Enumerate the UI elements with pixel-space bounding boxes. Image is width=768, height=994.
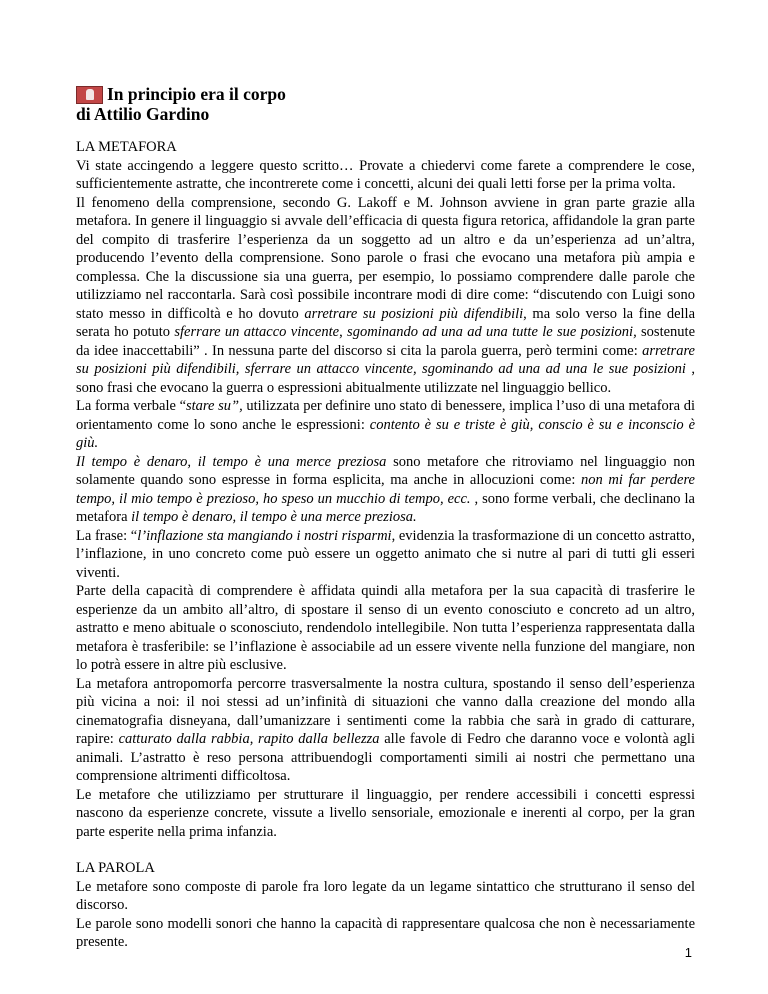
document-page: [76, 84, 695, 952]
page-number: 1: [684, 945, 692, 960]
paragraph: Le metafore che utilizziamo per strutturare il linguaggio, per rendere accessibili i concetti espressi nascono da esperienze concrete, vissute a livello sensoriale, emozionale e inerenti al corpo, per la gran parte esperite nella prima infanzia.: [76, 786, 695, 840]
section-heading-parola: LA PAROLA: [76, 860, 155, 876]
paragraph: La frase: “l’inflazione sta mangiando i nostri risparmi, evidenzia la trasformazione di un concetto astratto, l’inflazione, in uno concreto come può essere un oggetto animato che si nutre al pari di tutti gli esseri viventi.: [76, 527, 695, 581]
paragraph: Parte della capacità di comprendere è affidata quindi alla metafora per la sua capacità di trasferire le esperienze da un ambito all’altro, di spostare il senso di un evento conosciuto e concreto ad un altro, astratto e meno abituale o sconosciuto, rendendolo intellegibile. Non tutta l’esperienza rappresentata dalla metafora è trasferibile: se l’inflazione è associabile ad un essere vivente nella funzione del mangiare, non lo potrà essere in altre più esclusive.: [76, 583, 695, 673]
logo-icon: [76, 86, 103, 104]
section-heading-metafora: LA METAFORA: [76, 139, 177, 155]
paragraph: Il fenomeno della comprensione, secondo G. Lakoff e M. Johnson avviene in gran parte grazie alla metafora. In genere il linguaggio si avvale dell’efficacia di questa figura retorica, affidandole la gran parte del compito di trasferire l’esperienza da un soggetto ad un altro e da un’esperienza ad un’altra, producendo l’evento della comprensione. Sono parole o frasi che evocano una metafora più ampia e complessa. Che la discussione sia una guerra, per esempio, lo possiamo comprendere dalle parole che utilizziamo nel raccontarla. Sarà così possibile incontrare modi di dire come: “discutendo con Luigi sono stato messo in difficoltà e ho dovuto arretrare su posizioni più difendibili, ma solo verso la fine della serata ho potuto sferrare un attacco vincente, sgominando ad una ad una tutte le sue posizioni, sostenute da idee inaccettabili” . In nessuna parte del discorso si cita la parola guerra, però termini come: arretrare su posizioni più difendibili, sferrare un attacco vincente, sgominando ad una ad una le sue posizioni , sono frasi che evocano la guerra o espressioni abitualmente utilizzate nel linguaggio bellico.: [76, 194, 696, 396]
paragraph: Vi state accingendo a leggere questo scritto… Provate a chiedervi come farete a comprendere le cose, sufficientemente astratte, che incontrerete come i concetti, alcuni dei quali letti forse per la prima volta.: [76, 157, 695, 192]
paragraph: Le parole sono modelli sonori che hanno la capacità di rappresentare qualcosa che non è necessariamente presente.: [76, 915, 695, 950]
document-title: In principio era il corpo: [107, 84, 286, 104]
author-line: di Attilio Gardino: [76, 104, 210, 124]
paragraph: La metafora antropomorfa percorre trasversalmente la nostra cultura, spostando il senso dell’esperienza più vicina a noi: il noi stessi ad un’infinità di situazioni che vanno dalla creazione del mondo alla cinematografia disneyana, dall’umanizzare i sentimenti come la rabbia che sarà in grado di catturare, rapire: catturato dalla rabbia, rapito dalla bellezza alle favole di Fedro che daranno voce e volontà agli animali. L’astratto è reso persona attribuendogli comportamenti simili ai nostri che permettano una comprensione altrimenti difficoltosa.: [76, 675, 695, 784]
paragraph: Il tempo è denaro, il tempo è una merce preziosa sono metafore che ritroviamo nel linguaggio non solamente quando sono espresse in forma esplicita, ma anche in allocuzioni come: non mi far perdere tempo, il mio tempo è prezioso, ho speso un mucchio di tempo, ecc. , sono forme verbali, che declinano la metafora il tempo è denaro, il tempo è una merce preziosa.: [76, 453, 696, 525]
paragraph: Le metafore sono composte di parole fra loro legate da un legame sintattico che strutturano il senso del discorso.: [76, 878, 695, 913]
title-row: [76, 84, 695, 104]
paragraph: La forma verbale “stare su”, utilizzata per definire uno stato di benessere, implica l’uso di una metafora di orientamento come lo sono anche le espressioni: contento è su e triste è giù, conscio è su e inconscio è giù.: [76, 398, 696, 451]
